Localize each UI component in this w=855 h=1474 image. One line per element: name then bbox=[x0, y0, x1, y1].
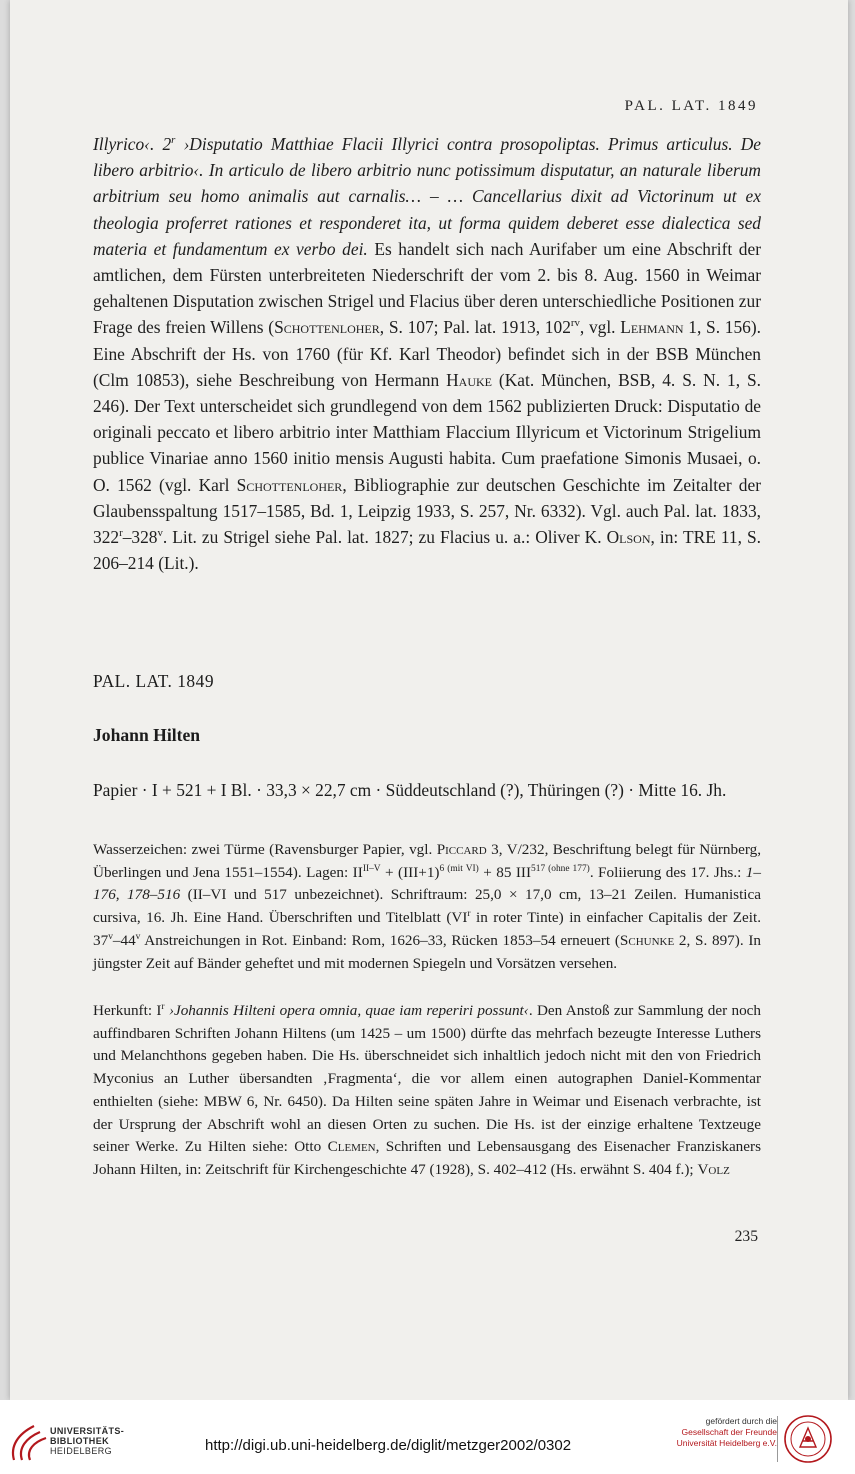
superscript: r bbox=[467, 909, 471, 920]
latin-incipit: ›Disputatio Matthiae Flacii Illyrici contra prosopoliptas. Primus articulus. De libero arbitrio‹. In articulo de libero arbitrio nunc potissimum disputatur, an naturale liberum arbitrium seu homo animalis aut carnalis… – … Cancellarius dixit ad Victorinum ut ex theologia proferret rationes et responderet ita, ut forma quidem deberet esse dialectica sed materia et fundamentum ex verbo dei. bbox=[93, 134, 761, 259]
sponsor-label: gefördert durch die bbox=[705, 1416, 777, 1426]
superscript: rv bbox=[570, 317, 580, 330]
library-name-line: UNIVERSITÄTS- bbox=[50, 1426, 125, 1436]
author-reference: Volz bbox=[697, 1160, 730, 1178]
text-run: , vgl. bbox=[579, 317, 621, 338]
superscript: v bbox=[135, 931, 141, 942]
author-reference: Hauke bbox=[446, 369, 492, 390]
author-reference: Olson bbox=[606, 527, 651, 548]
superscript: 517 (ohne 177) bbox=[531, 863, 590, 874]
superscript: r bbox=[171, 134, 176, 147]
running-header: PAL. LAT. 1849 bbox=[624, 98, 758, 114]
latin-incipit: Illyrico‹. 2 bbox=[93, 134, 172, 154]
text-run: 1, S. 156). Eine Abschrift der Hs. von 1760 (für Kf. Karl Theodor) befindet sich in der BSB München (Clm 10853), siehe Beschreibung von Hermann bbox=[93, 317, 761, 390]
text-run: . Foliierung des 17. Jhs.: bbox=[589, 863, 746, 881]
section-title: PAL. LAT. 1849 bbox=[93, 671, 215, 691]
library-name bbox=[50, 1426, 124, 1456]
footer-divider bbox=[777, 1416, 778, 1462]
text-run: in roter Tinte) in einfacher Capitalis der Zeit. 37 bbox=[93, 909, 761, 949]
author-reference: Piccard bbox=[436, 841, 487, 858]
text-run: , Schriften und Lebensausgang des Eisenacher Franziskaners Johann Hilten, in: Zeitschrift für Kirchengeschichte 47 (1928), S. 402–412 (Hs. erwähnt S. 404 f.); bbox=[93, 1138, 761, 1178]
physical-description: Papier · I + 521 + I Bl. · 33,3 × 22,7 cm · Süddeutschland (?), Thüringen (?) · Mitte 16. Jh. bbox=[93, 780, 727, 800]
viewer-footer bbox=[0, 1400, 855, 1474]
library-name-line: HEIDELBERG bbox=[50, 1446, 113, 1456]
sponsor-credit bbox=[663, 1416, 777, 1449]
sponsor-name: Universität Heidelberg e.V. bbox=[676, 1438, 777, 1448]
text-run: Wasserzeichen: zwei Türme (Ravensburger Papier, vgl. bbox=[93, 841, 437, 858]
text-run: Herkunft: I bbox=[93, 1002, 162, 1019]
text-run: (II–VI und 517 unbezeichnet). Schriftraum: 25,0 × 17,0 cm, 13–21 Zeilen. Humanistica cursiva, 16. Jh. Eine Hand. Überschriften und Titelblatt (VI bbox=[93, 886, 761, 927]
author-reference: Schottenloher bbox=[236, 474, 343, 495]
author-reference: Clemen bbox=[327, 1138, 376, 1156]
description-paragraph bbox=[93, 131, 761, 576]
superscript: II–V bbox=[362, 863, 381, 874]
watermark-paragraph bbox=[93, 839, 761, 975]
author-heading: Johann Hilten bbox=[93, 725, 201, 745]
italic-run: 1–176, 178–516 bbox=[93, 863, 761, 904]
text-run: + (III+1) bbox=[380, 863, 440, 881]
page-number: 235 bbox=[734, 1228, 758, 1245]
text-run: (Kat. München, BSB, 4. S. N. 1, S. 246). Der Text unterscheidet sich grundlegend von dem 1562 publizierten Druck: Disputatio de originali peccato et libero arbitrio inter Matthiam Flaccium Illyricum et Victorinum Strigelium publice Vinariae anno 1560 initio mensis Augusti habita. Cum praefatione Simonis Musaei, o. O. 1562 (vgl. Karl bbox=[93, 369, 761, 495]
italic-run: ›Johannis Hilteni opera omnia, quae iam reperiri possunt‹ bbox=[168, 1002, 529, 1019]
text-run: , Bibliographie zur deutschen Geschichte im Zeitalter der Glaubensspaltung 1517–1585, Bd. 1, Leipzig 1933, S. 257, Nr. 6332). Vgl. auch Pal. lat. 1833, 322 bbox=[93, 474, 761, 548]
permalink-url[interactable]: http://digi.ub.uni-heidelberg.de/diglit/metzger2002/0302 bbox=[205, 1437, 572, 1454]
superscript: 6 (mit VI) bbox=[439, 863, 479, 874]
library-name-line: BIBLIOTHEK bbox=[50, 1436, 109, 1446]
provenance-paragraph bbox=[93, 1000, 761, 1182]
text-run: 3, V/232, Beschriftung belegt für Nürnberg, Überlingen und Jena 1551–1554). Lagen: II bbox=[93, 841, 761, 881]
text-run: –328 bbox=[122, 527, 158, 548]
document-page bbox=[10, 0, 848, 1400]
text-run: , S. 107; Pal. lat. 1913, 102 bbox=[379, 317, 571, 338]
superscript: r bbox=[161, 1001, 165, 1012]
sponsor-name: Gesellschaft der Freunde bbox=[681, 1427, 777, 1437]
superscript: r bbox=[119, 527, 123, 540]
superscript: v bbox=[157, 527, 163, 540]
text-run: . Lit. zu Strigel siehe Pal. lat. 1827; zu Flacius u. a.: Oliver K. bbox=[162, 527, 607, 548]
text-run: Anstreichungen in Rot. Einband: Rom, 1626–33, Rücken 1853–54 erneuert ( bbox=[140, 931, 620, 949]
text-run: + 85 III bbox=[478, 863, 532, 881]
superscript: v bbox=[108, 931, 113, 942]
library-logo-icon bbox=[8, 1420, 48, 1462]
text-run: , in: TRE 11, S. 206–214 (Lit.). bbox=[93, 527, 761, 574]
text-run: Es handelt sich nach Aurifaber um eine Abschrift der amtlichen, dem Fürsten unterbreiteten Niederschrift der vom 2. bis 8. Aug. 1560 in Weimar gehaltenen Disputation zwischen Strigel und Flacius über deren unterschiedliche Positionen zur Frage des freien Willens ( bbox=[93, 238, 761, 338]
author-reference: Schottenloher bbox=[274, 317, 380, 338]
author-reference: Schunke bbox=[619, 931, 675, 949]
text-run: 2, S. 897). In jüngster Zeit auf Bänder geheftet und mit modernen Spiegeln und Vorsätzen versehen. bbox=[93, 931, 761, 972]
university-seal-icon bbox=[783, 1414, 833, 1464]
text-run: . Den Anstoß zur Sammlung der noch auffindbaren Schriften Johann Hiltens (um 1425 – um 1500) dürfte das mehrfach bezeugte Interesse Luthers und Melanchthons gegeben haben. Die Hs. überschneidet sich inhaltlich jedoch nicht mit den von Friedrich Myconius an Luther übersandten ‚Fragmenta‘, die vor allem einen autographen Daniel-Kommentar enthielten (siehe: MBW 6, Nr. 6450). Da Hilten seine späten Jahre in Weimar und Eisenach verbrachte, ist der Ursprung der Abschrift wohl an diesen Orten zu suchen. Die Hs. ist der einzige erhaltene Textzeuge seiner Werke. Zu Hilten siehe: Otto bbox=[93, 1002, 761, 1156]
text-run: –44 bbox=[112, 931, 136, 949]
author-reference: Lehmann bbox=[620, 317, 684, 338]
